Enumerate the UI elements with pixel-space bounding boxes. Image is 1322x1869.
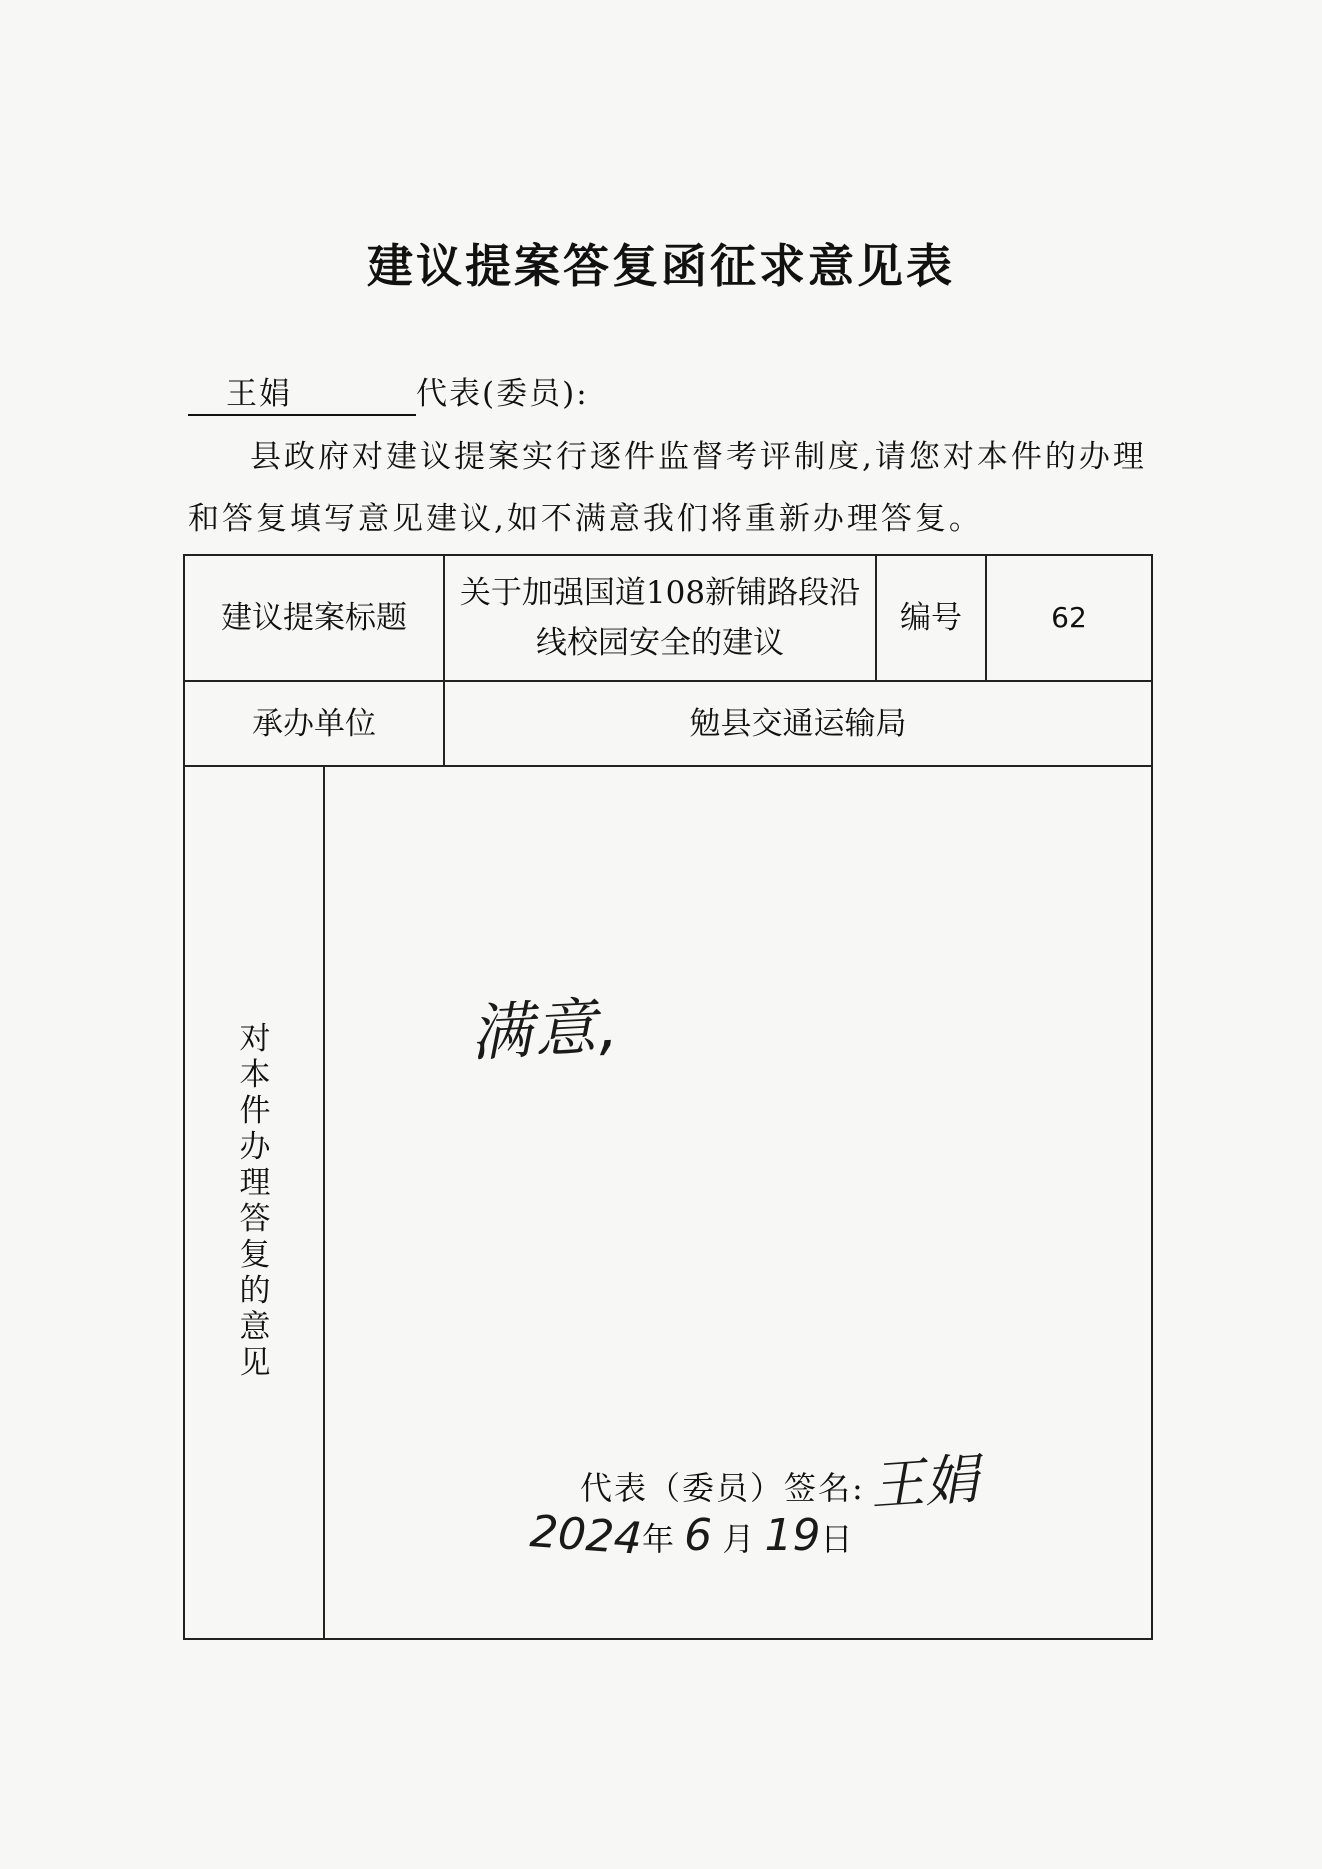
number-label: 编号 [900,600,962,636]
date-month-unit: 月 [722,1520,755,1558]
signature-label: 代表（委员）签名: [580,1469,865,1507]
handwritten-signature: 王娟 [868,1447,981,1518]
col-divider [323,765,325,1638]
handler-label: 承办单位 [252,705,376,742]
date-day: 19 [764,1510,821,1561]
intro-paragraph: 县政府对建议提案实行逐件监督考评制度,请您对本件的办理和答复填写意见建议,如不满意我们将重新办理答复。 [188,439,1147,537]
signature-date [528,1506,853,1565]
proposal-title-label: 建议提案标题 [221,600,407,636]
date-year-unit: 年 [641,1520,674,1558]
date-day-unit: 日 [820,1520,853,1558]
handwritten-opinion: 满意, [468,989,622,1070]
row-divider [185,765,1151,767]
date-month: 6 [684,1510,713,1561]
number-value: 62 [1051,601,1087,634]
date-year: 2024 [528,1506,644,1565]
form-title: 建议提案答复函征求意见表 [367,239,955,293]
proposal-title-value: 关于加强国道108新铺路段沿线校园安全的建议 [459,575,861,661]
addressee-suffix: 代表(委员): [416,376,589,412]
addressee-name: 王娟 [188,375,416,416]
addressee-line [188,368,589,416]
handler-value: 勉县交通运输局 [689,705,907,742]
opinion-label: 对本件办理答复的意见 [239,1021,271,1381]
